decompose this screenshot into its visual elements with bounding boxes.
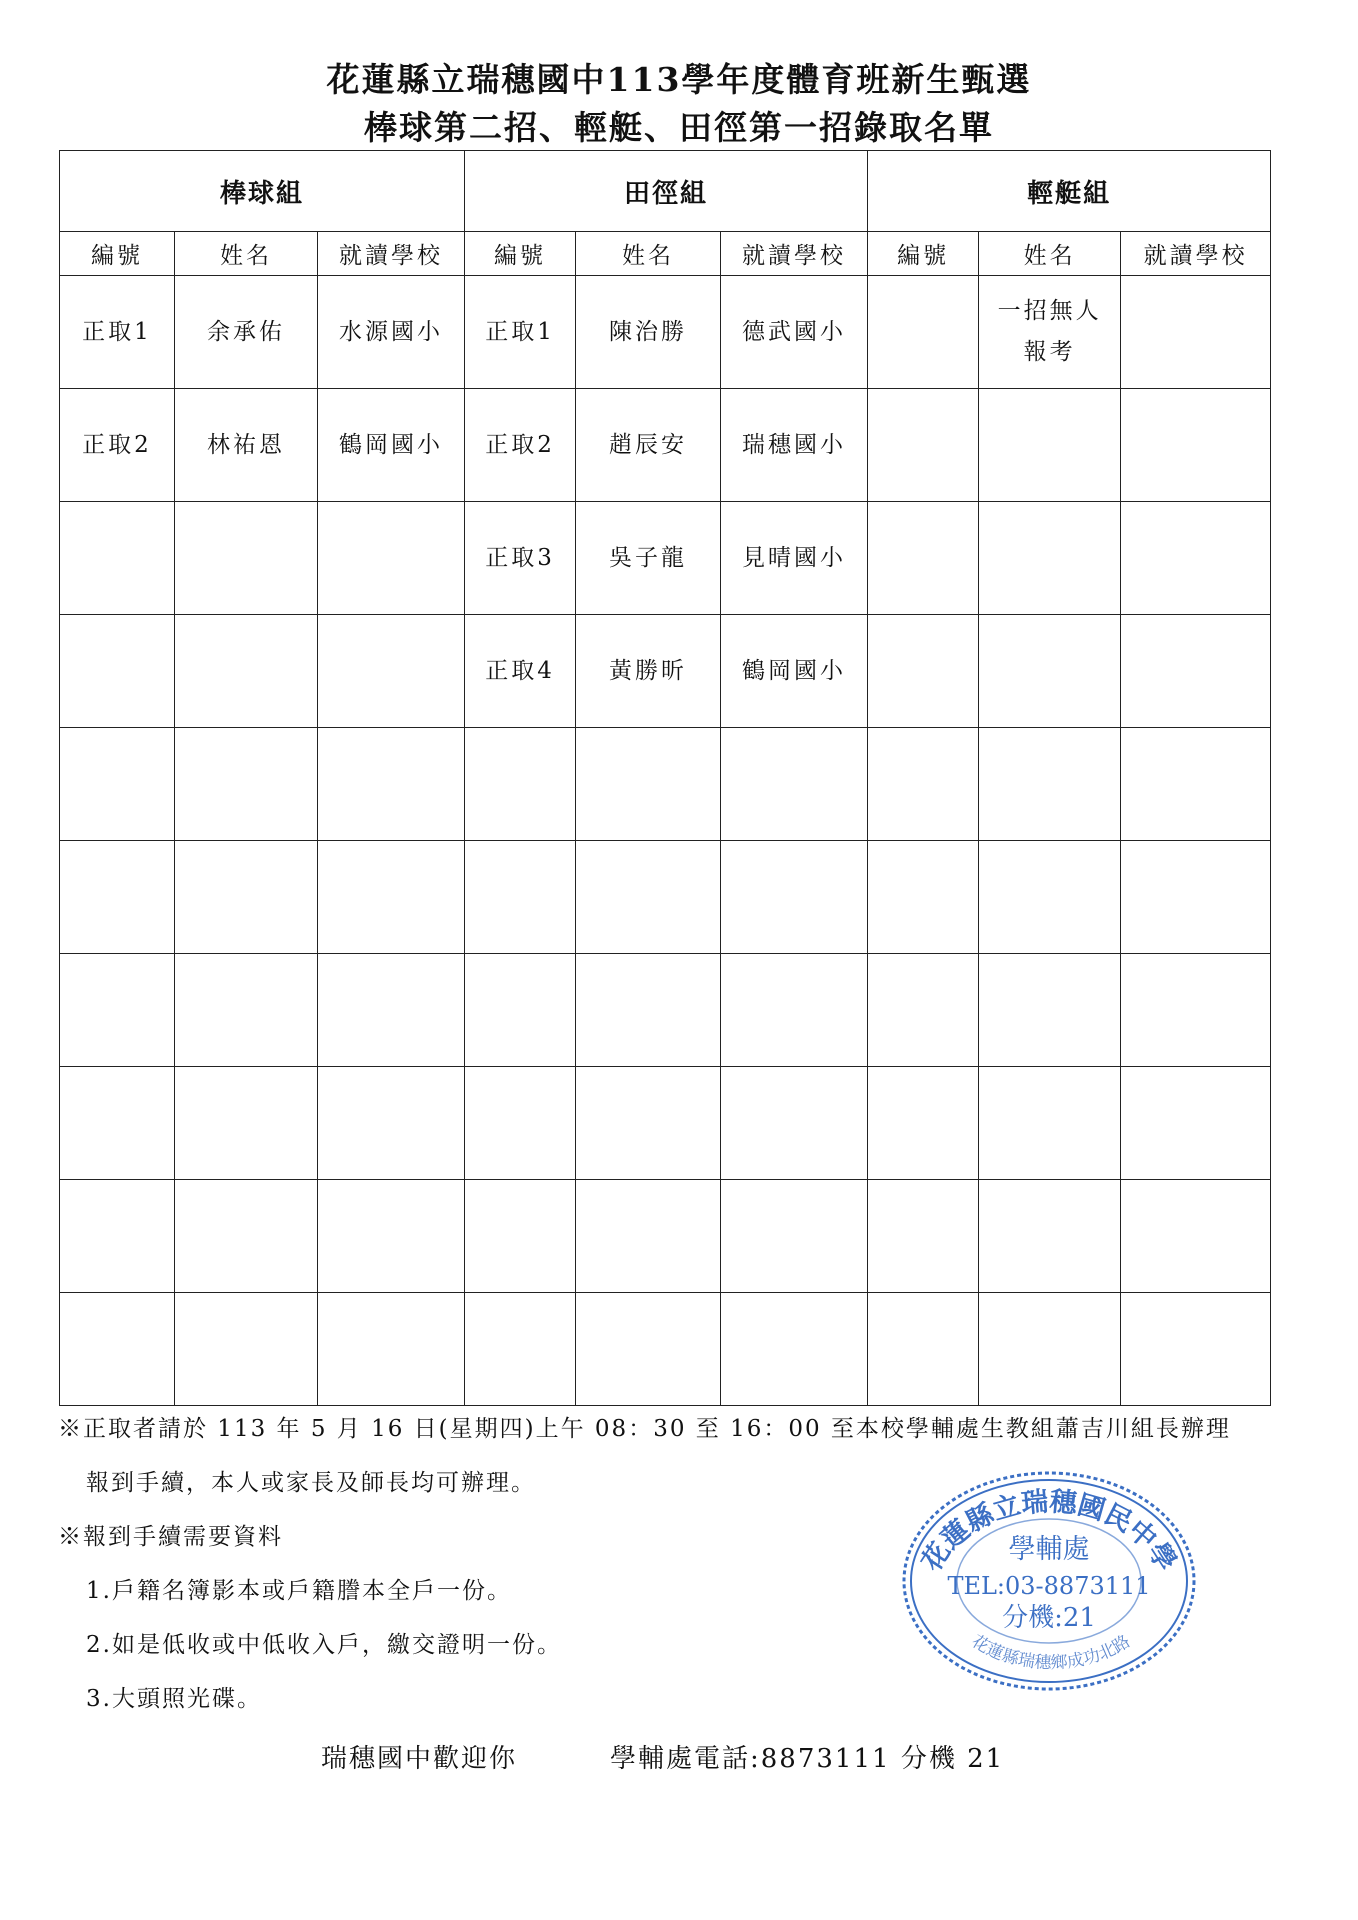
seal-address-text: 花蓮縣瑞穗鄉成功北路 [967,1631,1135,1674]
cell-text: 吳子龍 [609,544,688,571]
baseball-name-cell [175,954,318,1067]
column-header-name: 姓名 [979,232,1121,276]
baseball-number-cell [60,1067,175,1180]
track-field-number-cell [465,1293,576,1406]
canoe-school-cell [1121,1180,1271,1293]
column-header-number: 編號 [60,232,175,276]
cell-text: 正取4 [485,657,555,684]
canoe-name-cell [979,502,1121,615]
baseball-name-cell [175,841,318,954]
seal-tel-text: TEL:03-8873111 [947,1572,1151,1600]
baseball-school-cell [318,954,465,1067]
baseball-school-cell [318,728,465,841]
track-field-school-cell [721,954,868,1067]
cell-text: 正取3 [485,544,555,571]
cell-text: 正取2 [82,431,152,458]
baseball-name-cell [175,389,318,502]
seal-ext-text: 分機:21 [1002,1603,1096,1633]
baseball-number-cell [60,954,175,1067]
canoe-number-cell [868,1067,979,1180]
note-registration-who: 報到手續，本人或家長及師長均可辦理。 [86,1470,536,1496]
cell-text: 正取2 [485,431,555,458]
baseball-school-cell [318,389,465,502]
column-header-number: 編號 [465,232,576,276]
baseball-number-cell [60,615,175,728]
baseball-number-cell [60,276,175,389]
baseball-number-cell [60,728,175,841]
column-header-row [60,232,1271,276]
seal-office-text: 學輔處 [1008,1534,1090,1565]
table-row [60,841,1271,954]
track-field-number-cell [465,502,576,615]
baseball-name-cell [175,615,318,728]
group-header-row [60,151,1271,232]
page-subtitle: 棒球第二招、輕艇、田徑第一招錄取名單 [364,108,994,147]
column-header-name: 姓名 [576,232,721,276]
baseball-school-cell [318,502,465,615]
column-header-name: 姓名 [175,232,318,276]
column-header-number: 編號 [868,232,979,276]
track-field-name-cell [576,389,721,502]
cell-text: 瑞穗國小 [742,431,847,458]
track-field-name-cell [576,1180,721,1293]
canoe-number-cell [868,1180,979,1293]
canoe-name-cell [979,389,1121,502]
track-field-number-cell [465,389,576,502]
cell-text: 余承佑 [207,318,285,345]
baseball-number-cell [60,1180,175,1293]
baseball-name-cell [175,728,318,841]
canoe-school-cell [1121,502,1271,615]
note-document-item-3: 3.大頭照光碟。 [86,1686,262,1712]
canoe-name-cell [979,276,1121,389]
track-field-school-cell [721,728,868,841]
column-header-school: 就讀學校 [721,232,868,276]
footer-welcome: 瑞穗國中歡迎你 [321,1744,518,1774]
cell-text: 水源國小 [339,318,444,345]
cell-text: 鶴岡國小 [339,431,444,458]
canoe-name-cell [979,1067,1121,1180]
canoe-name-cell [979,841,1121,954]
baseball-school-cell [318,1293,465,1406]
track-field-name-cell [576,1067,721,1180]
track-field-number-cell [465,615,576,728]
note-documents-heading: ※報到手續需要資料 [58,1524,283,1550]
group-canoe: 輕艇組 [868,151,1271,232]
track-field-school-cell [721,389,868,502]
note-document-item-2: 2.如是低收或中低收入戶，繳交證明一份。 [86,1632,562,1658]
track-field-school-cell [721,1067,868,1180]
column-header-school: 就讀學校 [1121,232,1271,276]
note-registration-time: ※正取者請於 113 年 5 月 16 日(星期四)上午 08：30 至 16：00 至本校學輔處生教組蕭吉川組長辦理 [58,1416,1231,1442]
canoe-number-cell [868,841,979,954]
baseball-school-cell [318,615,465,728]
track-field-name-cell [576,276,721,389]
canoe-number-cell [868,615,979,728]
cell-text: 鶴岡國小 [742,657,847,684]
baseball-name-cell [175,276,318,389]
canoe-school-cell [1121,1293,1271,1406]
page-title: 花蓮縣立瑞穗國中113學年度體育班新生甄選 [326,60,1032,99]
track-field-number-cell [465,1067,576,1180]
baseball-school-cell [318,276,465,389]
baseball-name-cell [175,1180,318,1293]
track-field-name-cell [576,1293,721,1406]
table-row [60,276,1271,389]
baseball-name-cell [175,502,318,615]
track-field-name-cell [576,841,721,954]
track-field-school-cell [721,841,868,954]
cell-text: 黃勝昕 [609,657,688,684]
track-field-name-cell [576,615,721,728]
baseball-number-cell [60,502,175,615]
canoe-name-cell [979,1293,1121,1406]
cell-text: 林祐恩 [207,431,285,458]
baseball-number-cell [60,1293,175,1406]
baseball-school-cell [318,1180,465,1293]
baseball-name-cell [175,1293,318,1406]
baseball-school-cell [318,841,465,954]
cell-text: 一招無人 報考 [997,298,1102,365]
cell-text: 德武國小 [742,318,847,345]
canoe-name-cell [979,954,1121,1067]
baseball-number-cell [60,389,175,502]
admission-table [59,150,1271,1406]
table-row [60,389,1271,502]
canoe-school-cell [1121,1067,1271,1180]
track-field-school-cell [721,1180,868,1293]
track-field-number-cell [465,276,576,389]
track-field-name-cell [576,954,721,1067]
note-document-item-1: 1.戶籍名簿影本或戶籍謄本全戶一份。 [86,1578,512,1604]
group-track-field: 田徑組 [465,151,868,232]
table-row [60,1180,1271,1293]
canoe-number-cell [868,1293,979,1406]
track-field-school-cell [721,276,868,389]
column-header-school: 就讀學校 [318,232,465,276]
track-field-number-cell [465,1180,576,1293]
canoe-number-cell [868,276,979,389]
track-field-number-cell [465,728,576,841]
canoe-school-cell [1121,389,1271,502]
table-row [60,728,1271,841]
cell-text: 正取1 [82,318,152,345]
track-field-number-cell [465,954,576,1067]
footer-contact: 學輔處電話:8873111 分機 21 [610,1744,1005,1774]
table-row [60,954,1271,1067]
canoe-number-cell [868,389,979,502]
track-field-school-cell [721,1293,868,1406]
office-seal-stamp [898,1466,1200,1696]
track-field-school-cell [721,502,868,615]
baseball-school-cell [318,1067,465,1180]
table-row [60,502,1271,615]
canoe-number-cell [868,502,979,615]
track-field-number-cell [465,841,576,954]
canoe-number-cell [868,728,979,841]
table-row [60,615,1271,728]
seal-ring-text: 花蓮縣立瑞穗國民中學 [916,1486,1182,1577]
cell-text: 正取1 [485,318,555,345]
track-field-school-cell [721,615,868,728]
canoe-school-cell [1121,276,1271,389]
canoe-name-cell [979,728,1121,841]
canoe-school-cell [1121,841,1271,954]
canoe-school-cell [1121,728,1271,841]
cell-text: 陳治勝 [609,318,688,345]
cell-text: 趙辰安 [609,431,688,458]
table-row [60,1067,1271,1180]
baseball-name-cell [175,1067,318,1180]
table-row [60,1293,1271,1406]
group-baseball: 棒球組 [60,151,465,232]
canoe-name-cell [979,615,1121,728]
canoe-name-cell [979,1180,1121,1293]
baseball-number-cell [60,841,175,954]
canoe-number-cell [868,954,979,1067]
track-field-name-cell [576,728,721,841]
track-field-name-cell [576,502,721,615]
canoe-school-cell [1121,615,1271,728]
cell-text: 見晴國小 [742,544,847,571]
canoe-school-cell [1121,954,1271,1067]
